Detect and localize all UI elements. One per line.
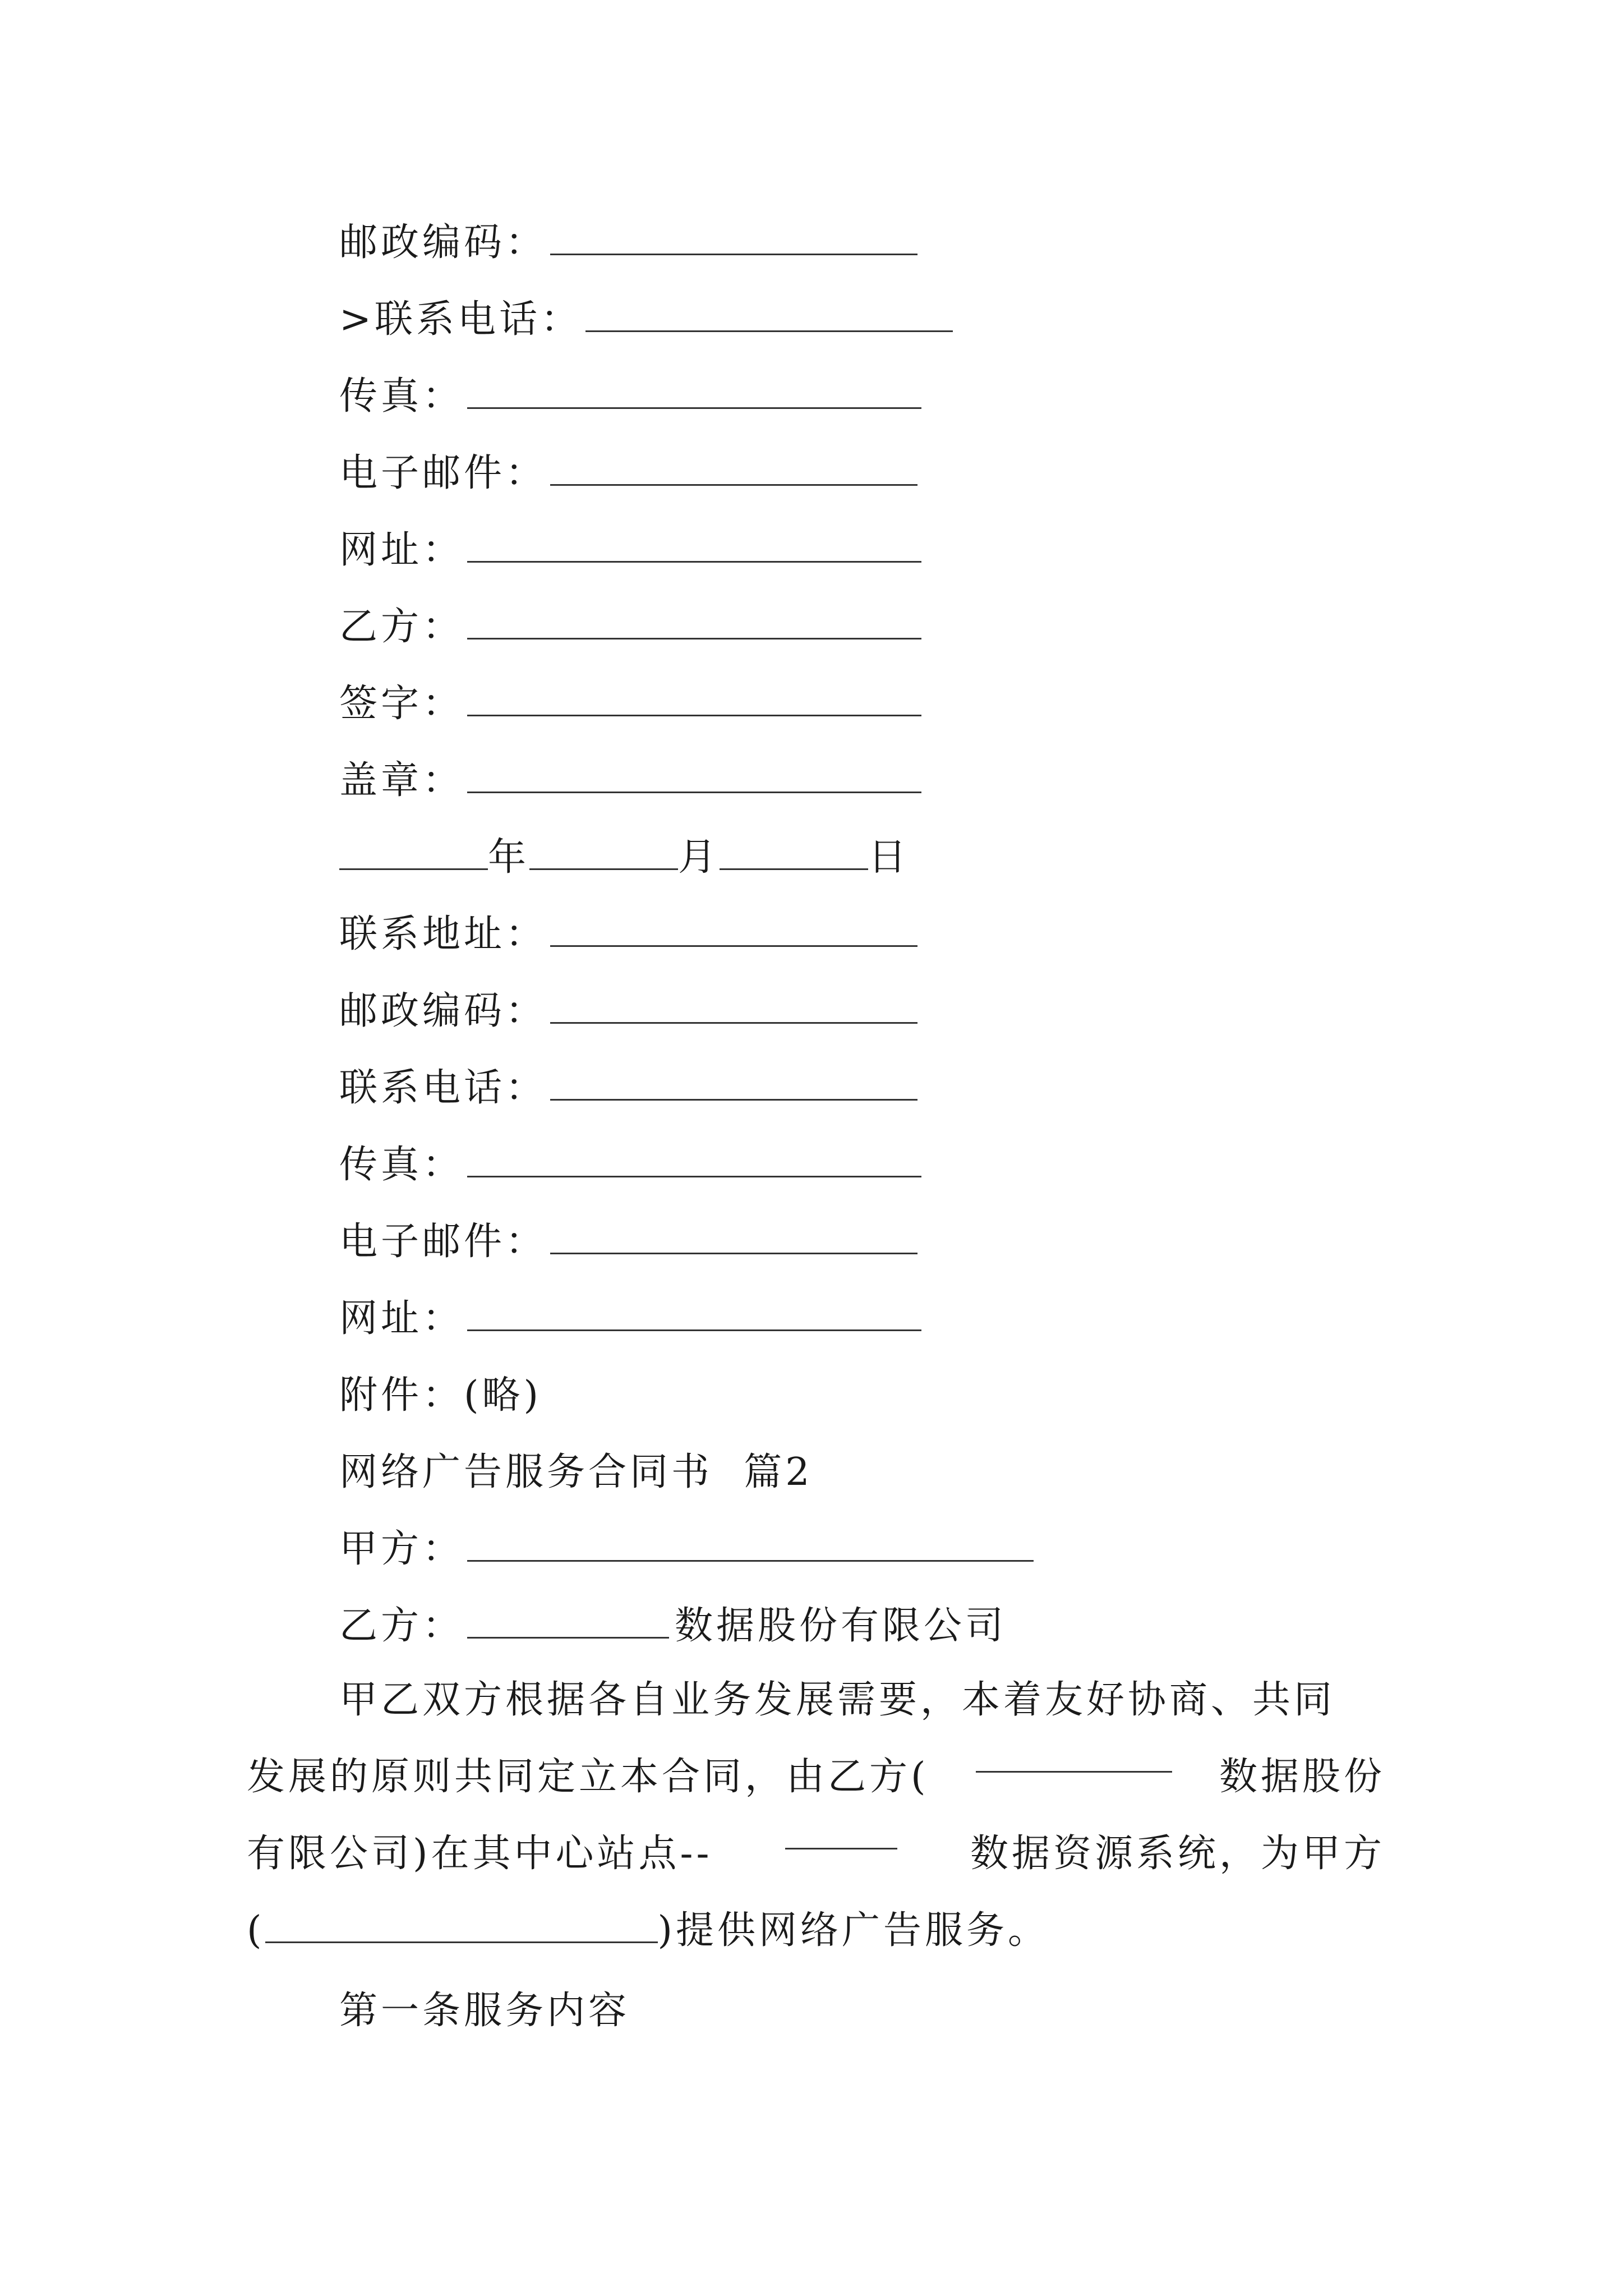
fax-field: [339, 370, 921, 424]
fill-blank[interactable]: [550, 988, 917, 1024]
fill-blank[interactable]: [550, 220, 917, 255]
day-label: 日: [868, 835, 910, 880]
date-line: [339, 831, 910, 885]
paragraph-line-1: 甲乙双方根据各自业务发展需要，本着友好协商、共同: [339, 1678, 1336, 1722]
fill-blank[interactable]: [785, 1815, 897, 1849]
party-b-company-field: [339, 1599, 1007, 1653]
month-blank[interactable]: [529, 835, 678, 870]
fill-blank[interactable]: [467, 1142, 921, 1177]
phone-field-2: [339, 1061, 917, 1115]
day-blank[interactable]: [720, 835, 868, 870]
fill-blank[interactable]: [467, 758, 921, 793]
paragraph-text: (: [247, 1908, 265, 1953]
field-label: 乙方：: [339, 605, 464, 649]
fill-blank[interactable]: [550, 1065, 917, 1101]
fill-blank[interactable]: [467, 374, 921, 409]
fill-blank[interactable]: [550, 912, 917, 947]
fax-field-2: [339, 1138, 921, 1192]
field-label: 网址：: [339, 528, 464, 572]
paragraph-text: )提供网络广告服务。: [657, 1908, 1050, 1953]
field-label: 联系电话：: [339, 1066, 547, 1110]
field-label: 电子邮件：: [339, 1220, 547, 1264]
company-suffix: 数据股份有限公司: [675, 1604, 1007, 1648]
website-field: [339, 523, 921, 577]
fill-blank[interactable]: [467, 527, 921, 563]
year-label: 年: [488, 835, 530, 880]
paragraph-text: 数据资源系统，为甲方: [970, 1832, 1385, 1876]
postal-code-field-2: [339, 984, 917, 1038]
field-label: 邮政编码：: [339, 220, 547, 265]
party-b-field: [339, 600, 921, 654]
year-blank[interactable]: [339, 835, 488, 870]
field-label: 甲方：: [339, 1527, 464, 1571]
email-field: [339, 447, 917, 500]
article-1-heading: 第一条服务内容: [339, 1989, 630, 2033]
paragraph-text: 有限公司)在其中心站点--: [247, 1832, 713, 1876]
fill-blank[interactable]: [550, 1219, 917, 1254]
field-label: 传真：: [339, 1143, 464, 1187]
field-label: 电子邮件：: [339, 451, 547, 495]
fill-blank[interactable]: [467, 681, 921, 716]
email-field-2: [339, 1215, 917, 1269]
field-label: >联系电话：: [339, 297, 582, 342]
field-label: 传真：: [339, 374, 464, 418]
field-label: 盖章：: [339, 758, 464, 803]
field-label: 乙方：: [339, 1604, 464, 1648]
phone-field: [339, 293, 953, 347]
paragraph-line-2: [247, 1738, 1385, 1815]
field-label: 网址：: [339, 1296, 464, 1341]
paragraph-text: 发展的原则共同定立本合同，由乙方(: [247, 1755, 929, 1799]
field-label: 邮政编码：: [339, 989, 547, 1033]
address-field: [339, 908, 917, 961]
fill-blank[interactable]: [585, 297, 953, 332]
contract-paragraph: [247, 1662, 1385, 1969]
website-field-2: [339, 1292, 921, 1346]
field-label: 联系地址：: [339, 912, 547, 956]
fill-blank[interactable]: [265, 1909, 658, 1943]
seal-field: [339, 754, 921, 808]
fill-blank[interactable]: [550, 450, 917, 486]
fill-blank[interactable]: [467, 1526, 1034, 1562]
signature-field: [339, 677, 921, 731]
section-title: 网络广告服务合同书 篇2: [339, 1450, 813, 1494]
paragraph-line-3: [247, 1815, 1385, 1892]
fill-blank[interactable]: [467, 1296, 921, 1331]
fill-blank[interactable]: [467, 604, 921, 639]
paragraph-line-4: [247, 1892, 1385, 1969]
month-label: 月: [678, 835, 720, 880]
party-a-field: [339, 1522, 1034, 1576]
fill-blank[interactable]: [467, 1603, 669, 1639]
field-label: 签字：: [339, 682, 464, 726]
attachment-note: 附件：(略): [339, 1373, 542, 1418]
postal-code-field: [339, 216, 917, 270]
paragraph-text: 数据股份: [1219, 1755, 1385, 1799]
fill-blank[interactable]: [976, 1738, 1172, 1773]
